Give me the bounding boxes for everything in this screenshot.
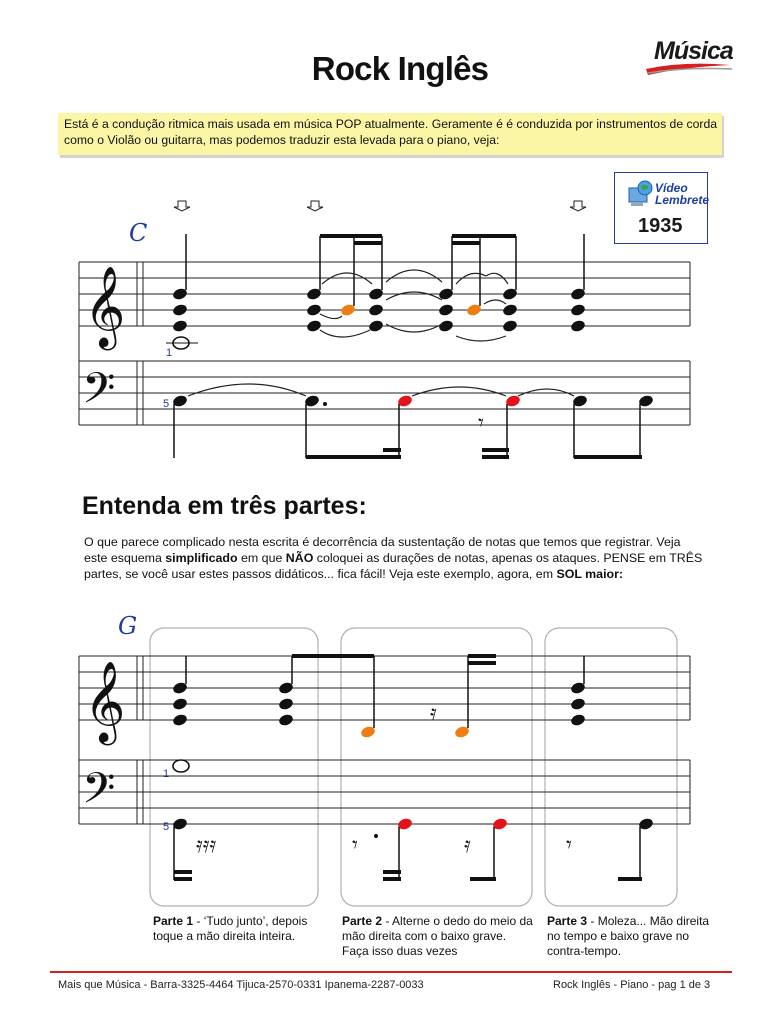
- body-bold-3: SOL maior:: [556, 567, 624, 581]
- finger-number-rh-2: 1: [163, 768, 170, 780]
- chord-label-g: G: [118, 612, 138, 640]
- body-bold-1: simplificado: [165, 551, 238, 565]
- footer-contacts: Mais que Música - Barra-3325-4464 Tijuca-2570-0331 Ipanema-2287-0033: [58, 979, 424, 991]
- caption-part-1-text: - ‘Tudo junto’, depois toque a mão direita inteira.: [153, 914, 308, 943]
- body-bold-2: NÃO: [285, 551, 314, 565]
- chord-group-3: [438, 234, 519, 333]
- logo: [640, 33, 736, 79]
- body-part-1: O que parece complicado nesta escrita é decorrência da sustentação de notas que temos que registrar. Veja este esquema: [84, 535, 681, 565]
- bass-staff-1: [79, 361, 690, 425]
- logo-text: Música: [654, 37, 733, 65]
- part-3-box: [545, 628, 677, 906]
- finger-number-lh-2: 5: [163, 821, 170, 833]
- section-body: [84, 534, 704, 582]
- part-2-notes: [352, 654, 508, 881]
- chord-4: [570, 234, 587, 333]
- caption-part-2-label: Parte 2: [342, 914, 383, 928]
- svg-text:𝄿𝄿𝄿: 𝄿𝄿𝄿: [196, 833, 217, 858]
- caption-part-3: [547, 914, 717, 959]
- part-3-notes: [566, 656, 654, 881]
- svg-text:𝄾: 𝄾: [352, 833, 358, 858]
- treble-clef-icon-2: 𝄞: [84, 660, 126, 742]
- bass-clef-icon-2: 𝄢: [82, 764, 116, 824]
- chord-1: [166, 234, 198, 349]
- bass-line-1: [172, 384, 655, 459]
- ties-treble: [320, 270, 508, 341]
- chord-label-c: C: [129, 219, 148, 247]
- video-number: 1935: [638, 215, 683, 237]
- bass-staff-2: [79, 760, 690, 824]
- caption-part-1-label: Parte 1: [153, 914, 194, 928]
- caption-part-1: [153, 914, 329, 944]
- part-1-notes: [172, 654, 374, 881]
- section-heading: Entenda em três partes:: [82, 492, 367, 520]
- part-2-box: [341, 628, 532, 906]
- svg-text:𝄿: 𝄿: [464, 833, 471, 858]
- svg-text:𝄿: 𝄿: [430, 701, 437, 726]
- arrow-markers: [174, 201, 586, 211]
- video-label: [655, 182, 709, 206]
- part-1-box: [150, 628, 318, 906]
- svg-text:𝄾: 𝄾: [566, 833, 572, 858]
- finger-number-lh: 5: [163, 398, 170, 410]
- treble-staff-2: [79, 656, 690, 720]
- caption-part-3-text: - Moleza... Mão direita no tempo e baixo grave no contra-tempo.: [547, 914, 710, 958]
- video-label-line2: Lembrete: [655, 193, 710, 207]
- page-title: Rock Inglês: [311, 50, 489, 87]
- finger-number-rh: 1: [166, 347, 173, 359]
- intro-text: Está é a condução ritmica mais usada em música POP atualmente. Geramente é é conduzida por instrumentos de corda como o Violão ou guitarra, mas podemos traduzir esta levada para o piano, veja:: [58, 113, 722, 155]
- footer-page-info: Rock Inglês - Piano - pag 1 de 3: [553, 979, 711, 991]
- treble-staff-1: [79, 262, 690, 326]
- chord-group-2: [306, 234, 385, 333]
- svg-text:𝄾: 𝄾: [478, 411, 484, 436]
- caption-part-2: [342, 914, 534, 959]
- body-part-3: coloquei as durações de notas, apenas os ataques. PENSE em TRÊS partes, se você usar estes passos didáticos... fica fácil! Veja este exemplo, agora, em: [84, 551, 703, 581]
- bass-clef-icon: 𝄢: [82, 364, 116, 424]
- video-label-line1: Vídeo: [655, 181, 688, 195]
- footer-divider: [50, 971, 732, 973]
- caption-part-3-label: Parte 3: [547, 914, 588, 928]
- caption-part-2-text: - Alterne o dedo do meio da mão direita com o baixo grave. Faça isso duas vezes: [342, 914, 533, 958]
- video-icon: [625, 178, 655, 210]
- body-part-2: em que: [237, 551, 286, 565]
- treble-clef-icon: 𝄞: [84, 265, 126, 347]
- video-reminder-link[interactable]: [614, 172, 708, 244]
